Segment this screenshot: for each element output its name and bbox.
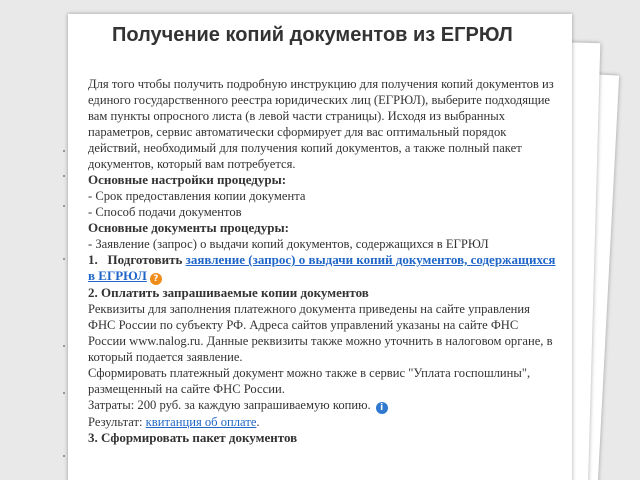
info-icon[interactable]: i bbox=[376, 402, 388, 414]
step-1-number: 1. bbox=[88, 252, 98, 267]
result-suffix: . bbox=[256, 415, 260, 429]
step-1-prefix: Подготовить bbox=[107, 252, 183, 267]
settings-item: - Способ подачи документов bbox=[88, 205, 242, 219]
payment-receipt-link[interactable]: квитанция об оплате bbox=[145, 415, 257, 429]
help-icon[interactable]: ? bbox=[150, 273, 162, 285]
step-3-heading: 3. Сформировать пакет документов bbox=[88, 430, 298, 445]
settings-item: - Срок предоставления копии документа bbox=[88, 189, 306, 203]
page-title: Получение копий документов из ЕГРЮЛ bbox=[112, 24, 513, 46]
documents-heading: Основные документы процедуры: bbox=[88, 220, 289, 235]
settings-heading: Основные настройки процедуры: bbox=[88, 172, 287, 187]
instructions-content bbox=[88, 76, 558, 446]
result-label: Результат: bbox=[88, 415, 143, 429]
document-page bbox=[68, 14, 572, 480]
step-2-result bbox=[88, 414, 558, 430]
step-2-cost bbox=[88, 397, 558, 414]
documents-item: - Заявление (запрос) о выдачи копий документов, содержащихся в ЕГРЮЛ bbox=[88, 237, 489, 251]
step-2-requisites-text: Реквизиты для заполнения платежного документа приведены на сайте управления ФНС России по субъекту РФ. Адреса сайтов управлений указаны на сайте ФНС России www.nalog.ru. Данные реквизиты также можно уточнить в налоговом органе, в который подается заявление. bbox=[88, 302, 553, 364]
step-2-heading: 2. Оплатить запрашиваемые копии документов bbox=[88, 285, 369, 300]
step-2-payment-service-text: Сформировать платежный документ можно также в сервис "Уплата госпошлины", размещенный на сайте ФНС России. bbox=[88, 366, 531, 396]
intro-text: Для того чтобы получить подробную инструкцию для получения копий документов из единого государственного реестра юридических лиц (ЕГРЮЛ), выберите подходящие вам пункты опросного листа (в левой части страницы). Исходя из выбранных параметров, сервис автоматически сформирует для вас оптимальный порядок действий, необходимый для получения копий документов, а также полный пакет документов, который вам потребуется. bbox=[88, 77, 554, 171]
step-1 bbox=[88, 252, 558, 285]
cost-text: Затраты: 200 руб. за каждую запрашиваемую копию. bbox=[88, 398, 371, 412]
left-panel-edge bbox=[60, 0, 68, 480]
application-form-link[interactable]: заявление (запрос) о выдачи копий документов, содержащихся в ЕГРЮЛ bbox=[88, 252, 556, 283]
